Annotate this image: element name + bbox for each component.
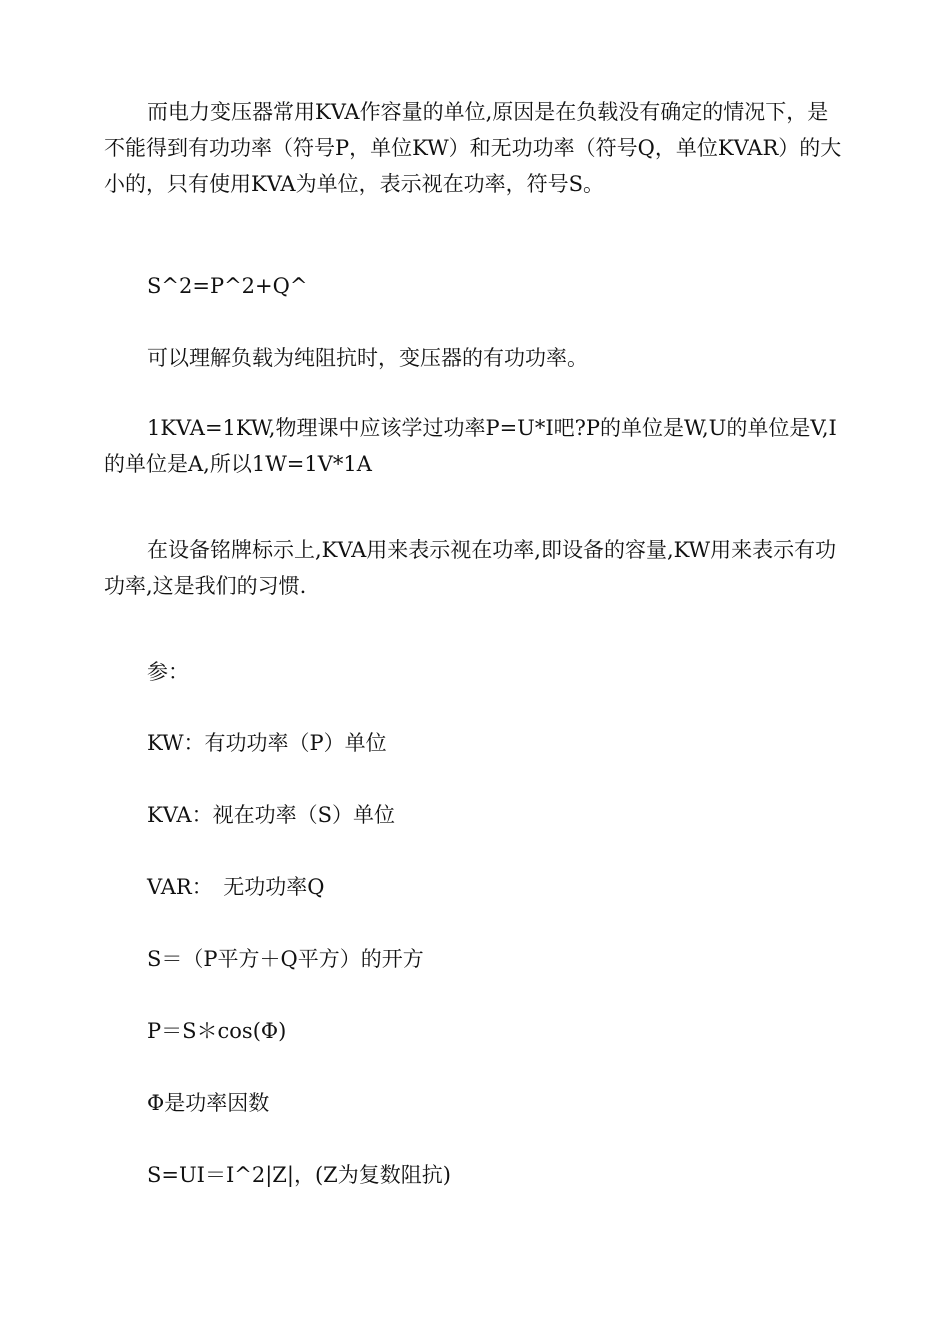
paragraph-formula-s-squared: S^2=P^2+Q^ [147, 274, 308, 298]
paragraph-var-definition: VAR： 无功功率Q [147, 875, 325, 899]
paragraph-transformer-kva: 而电力变压器常用KVA作容量的单位,原因是在负载没有确定的情况下，是不能得到有功功率（符号P，单位KW）和无功功率（符号Q，单位KVAR）的大小的，只有使用KVA为单位，表示视在功率，符号S。 [104, 100, 842, 196]
paragraph-power-factor: Φ是功率因数 [147, 1091, 270, 1115]
paragraph-kva-equals-kw: 1KVA=1KW,物理课中应该学过功率P=U*I吧?P的单位是W,U的单位是V,I的单位是A,所以1W=1V*1A [104, 416, 837, 476]
paragraph-reference-label: 参： [147, 660, 189, 684]
paragraph-kw-definition: KW：有功功率（P）单位 [147, 731, 387, 755]
paragraph-s-formula: S＝（P平方＋Q平方）的开方 [147, 947, 424, 971]
paragraph-pure-impedance: 可以理解负载为纯阻抗时，变压器的有功功率。 [147, 346, 588, 370]
paragraph-nameplate: 在设备铭牌标示上,KVA用来表示视在功率,即设备的容量,KW用来表示有功功率,这是我们的习惯. [104, 538, 837, 598]
paragraph-complex-impedance: S=UI＝I^2|Z|，(Z为复数阻抗) [147, 1163, 451, 1187]
paragraph-kva-definition: KVA：视在功率（S）单位 [147, 803, 395, 827]
paragraph-p-formula: P＝S＊cos(Φ) [147, 1019, 287, 1043]
